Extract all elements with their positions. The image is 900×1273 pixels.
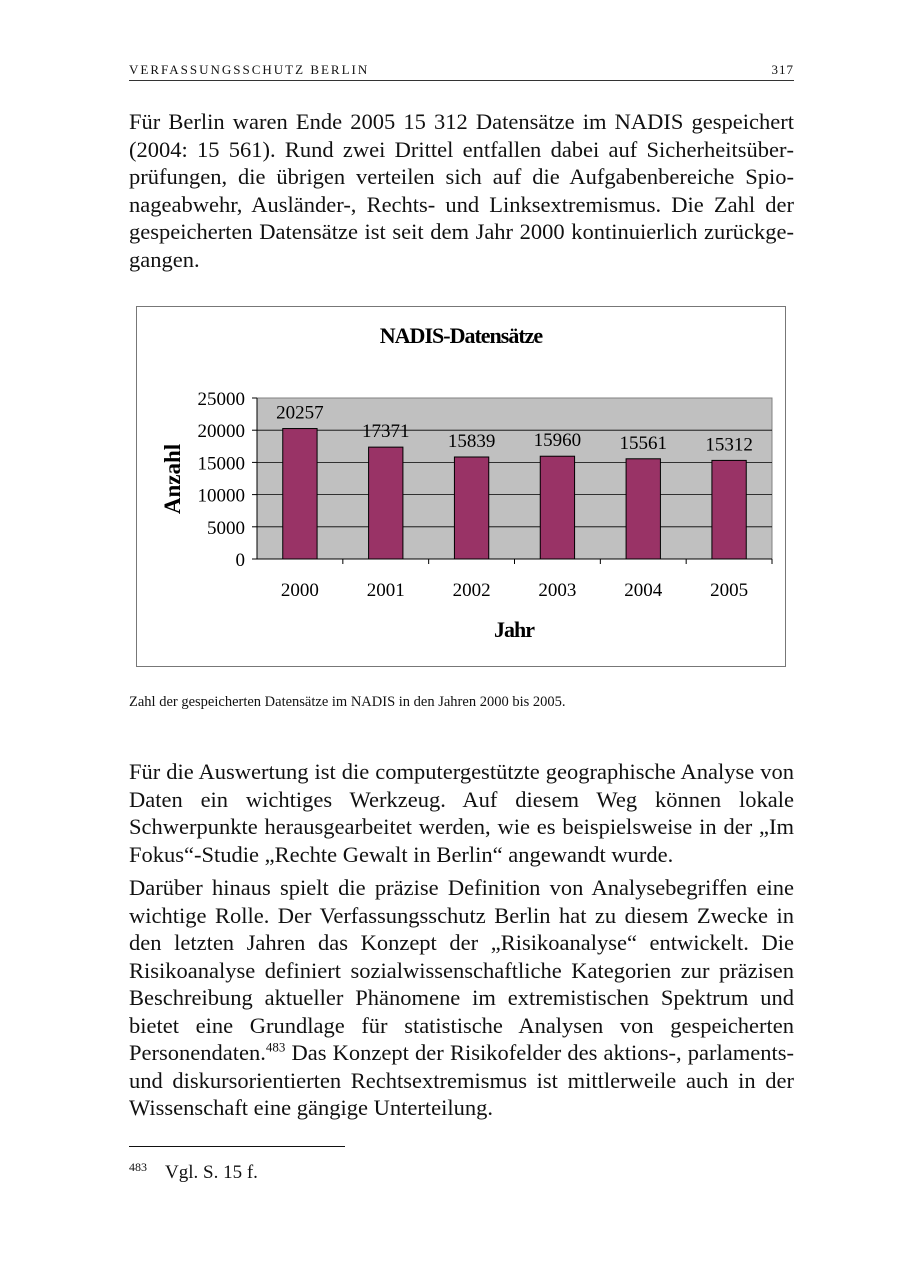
chart-y-tick-label: 20000 <box>197 421 245 443</box>
chart-title: NADIS-Datensätze <box>379 323 543 348</box>
footnote-number: 483 <box>129 1160 147 1174</box>
chart-bar-2001 <box>369 447 403 559</box>
chart-plot-area <box>257 398 772 559</box>
paragraph-risk-analysis <box>129 874 794 1122</box>
chart-bar-2005 <box>712 460 746 559</box>
paragraph-risk-analysis-text-1: Darüber hinaus spielt die präzise Definition von Analysebegriffen eine wichtige Rolle. Der Verfassungsschutz Berlin hat zu diesem Zwecke in den letzten Jahren das Konzept der „Risikoanalyse“ entwickelt. Die Risikoanalyse definiert sozialwissenschaftliche Kategorien zur präzisen Beschreibung aktueller Phänomene im extremistischen Spektrum und bietet eine Grundlage für statistische Analysen von gespeicherten Personendaten. <box>129 875 794 1065</box>
page-number: 317 <box>771 62 794 77</box>
footnote-reference[interactable]: 483 <box>265 1039 286 1055</box>
chart-y-tick-label: 25000 <box>197 389 245 410</box>
header-title: VERFASSUNGSSCHUTZ BERLIN <box>129 62 370 77</box>
chart-data-label: 15839 <box>447 430 496 452</box>
chart-data-label: 15960 <box>533 430 582 452</box>
chart-data-label: 15561 <box>619 432 667 454</box>
nadis-chart <box>136 306 786 667</box>
chart-caption: Zahl der gespeicherten Datensätze im NADIS in den Jahren 2000 bis 2005. <box>129 694 566 710</box>
chart-canvas <box>137 307 785 666</box>
footnote-text: Vgl. S. 15 f. <box>165 1162 258 1183</box>
chart-y-tick-label: 15000 <box>197 453 245 475</box>
footnote-divider <box>129 1146 345 1147</box>
chart-x-tick-label: 2002 <box>452 580 491 601</box>
chart-y-tick-label: 5000 <box>207 517 245 539</box>
chart-x-tick-label: 2004 <box>624 580 663 601</box>
running-header <box>129 60 794 81</box>
chart-x-tick-label: 2000 <box>280 580 319 601</box>
chart-x-axis-label: Jahr <box>494 617 534 642</box>
chart-y-tick-label: 0 <box>235 550 245 571</box>
chart-bar-2003 <box>540 456 574 559</box>
paragraph-geographic-analysis: Für die Auswertung ist die computergestützte geographische Analyse von Daten ein wichtiges Werkzeug. Auf diesem Weg können lokale Schwerpunkte herausgearbeitet werden, wie es beispielsweise in der „Im Fokus“-Studie „Rechte Gewalt in Berlin“ angewandt wurde. <box>129 759 794 867</box>
chart-x-tick-label: 2003 <box>538 580 577 601</box>
chart-bar-2002 <box>454 457 488 559</box>
paragraph-risk-analysis-text-2: Das Konzept der Risikofelder des aktions-, parlaments- und diskursorientierten Rechtsextremismus ist mittlerweile auch in der Wissenschaft eine gängige Unterteilung. <box>129 1040 794 1120</box>
chart-data-label: 17371 <box>362 421 410 443</box>
chart-x-tick-label: 2001 <box>366 580 405 601</box>
paragraph-nadis-records: Für Berlin waren Ende 2005 15 312 Datensätze im NADIS gespeichert (2004: 15 561). Rund zwei Drittel entfallen dabei auf Sicherheitsüberprüfungen, die übrigen verteilen sich auf die Aufgabenbereiche Spionageabwehr, Ausländer-, Rechts- und Linksextremismus. Die Zahl der gespeicherten Datensätze ist seit dem Jahr 2000 kontinuierlich zurückgegangen. <box>129 109 794 272</box>
chart-bar-2004 <box>626 459 660 559</box>
footnote <box>129 1162 794 1184</box>
chart-y-tick-label: 10000 <box>197 485 245 507</box>
chart-x-tick-label: 2005 <box>710 580 749 601</box>
chart-y-axis-label: Anzahl <box>160 443 185 515</box>
chart-data-label: 20257 <box>276 402 324 424</box>
chart-data-label: 15312 <box>705 434 753 456</box>
chart-bar-2000 <box>283 429 317 559</box>
